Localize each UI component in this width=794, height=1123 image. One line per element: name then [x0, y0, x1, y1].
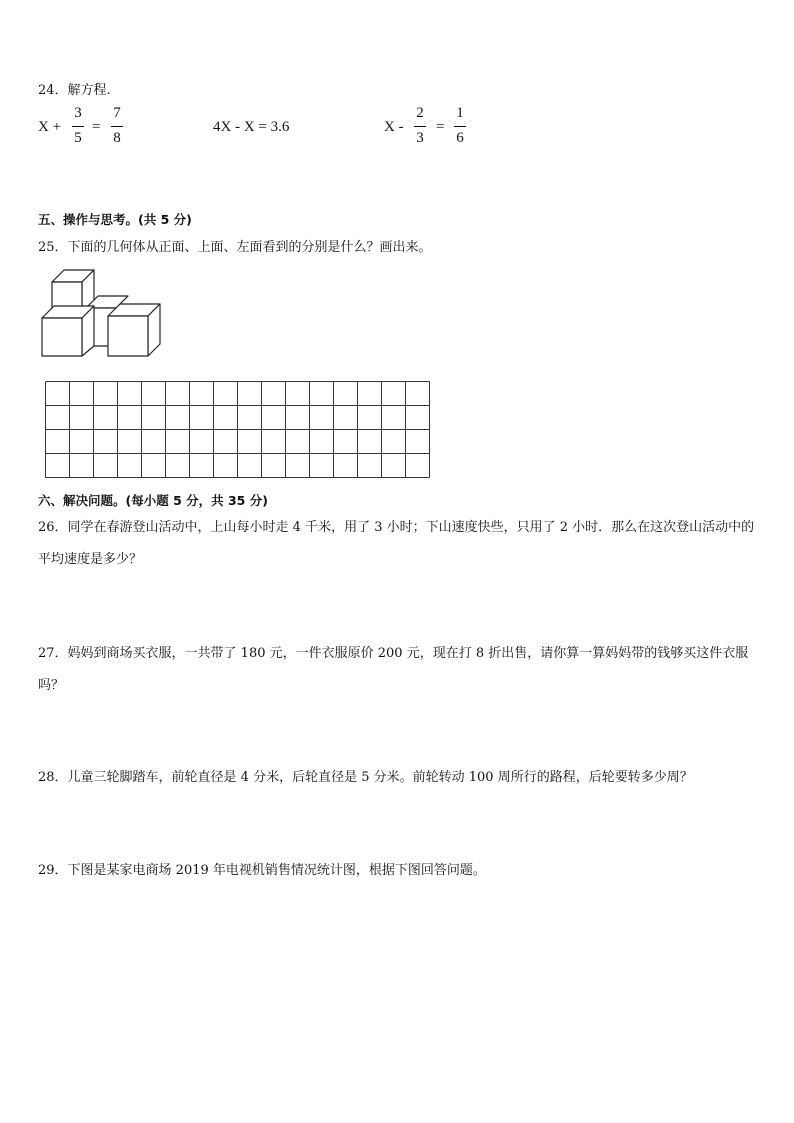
right-cube-front-face [108, 316, 148, 356]
eq1-right-denominator: 8 [113, 130, 121, 146]
eq3-left-numerator: 2 [416, 105, 424, 121]
eq1-right-numerator: 7 [113, 105, 121, 121]
left-cube-front-face [42, 318, 82, 356]
eq1-left-numerator: 3 [74, 105, 82, 121]
eq1-left-denominator: 5 [74, 130, 82, 146]
fraction-bar [111, 126, 123, 127]
eq3-var: X - [384, 119, 404, 135]
fraction-bar [454, 126, 466, 127]
fraction-bar [414, 126, 426, 127]
equation-3 [384, 106, 494, 150]
equation-2 [213, 106, 333, 150]
q27-text: 27．妈妈到商场买衣服，一共带了 180 元，一件衣服原价 200 元，现在打 8 折出售，请你算一算妈妈带的钱够买这件衣服吗？ [38, 646, 749, 693]
q26-text: 26．同学在春游登山活动中，上山每小时走 4 千米，用了 3 小时；下山速度快些，只用了 2 小时．那么在这次登山活动中的平均速度是多少？ [38, 520, 755, 567]
cube-figure [38, 268, 166, 360]
eq1-var: X + [38, 119, 62, 135]
drawing-grid[interactable] [45, 381, 431, 479]
q24-title: 24．解方程. [38, 83, 111, 98]
eq3-equals: = [436, 119, 445, 135]
section-6-heading: 六、解决问题。(每小题 5 分，共 35 分) [38, 493, 268, 508]
q29-text: 29．下图是某家电商场 2019 年电视机销售情况统计图，根据下图回答问题。 [38, 863, 486, 878]
equation-1 [38, 106, 148, 150]
eq3-right-denominator: 6 [456, 130, 464, 146]
section-5-heading: 五、操作与思考。(共 5 分) [38, 212, 192, 227]
q28-text: 28．儿童三轮脚踏车，前轮直径是 4 分米，后轮直径是 5 分米。前轮转动 100 周所行的路程，后轮要转多少周？ [38, 770, 693, 785]
fraction-bar [72, 126, 84, 127]
eq3-right-numerator: 1 [456, 105, 464, 121]
eq3-left-denominator: 3 [416, 130, 424, 146]
eq1-equals: = [92, 119, 101, 135]
eq2-text: 4X - X = 3.6 [213, 119, 290, 135]
q25-text: 25．下面的几何体从正面、上面、左面看到的分别是什么？画出来。 [38, 240, 432, 255]
